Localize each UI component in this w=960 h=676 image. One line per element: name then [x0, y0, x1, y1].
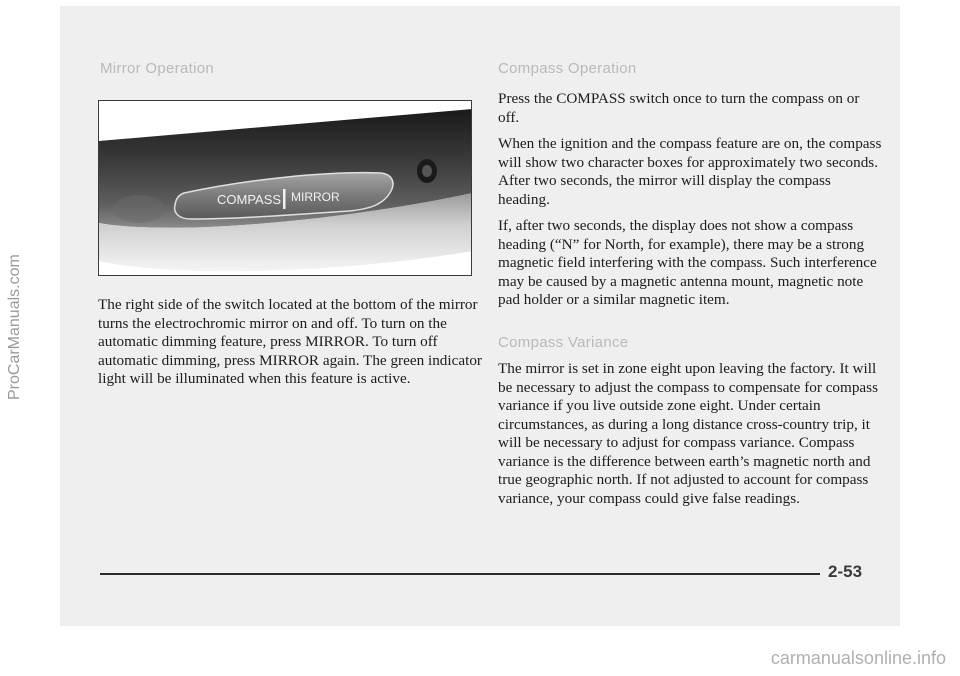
compass-variance-heading: Compass Variance	[498, 334, 629, 351]
mirror-operation-heading: Mirror Operation	[100, 60, 214, 77]
compass-paragraph-3: If, after two seconds, the display does not show a compass heading (“N” for North, for example), there may be a strong magnetic field interfering with the compass. Such interference may be caused by a magnetic antenna mount, magnetic note pad holder or a similar magnetic item.	[498, 217, 877, 308]
switch-divider	[283, 189, 286, 209]
compass-operation-heading: Compass Operation	[498, 60, 637, 77]
bottom-watermark: carmanualsonline.info	[770, 648, 946, 668]
side-watermark: ProCarManuals.com	[6, 254, 23, 400]
switch-label-compass: COMPASS	[217, 192, 282, 207]
compass-variance-text: The mirror is set in zone eight upon leaving the factory. It will be necessary to adjust the compass to compensate for compass variance if you live outside zone eight. Under certain circumstances, as during a long distance cross-country trip, it will be necessary to adjust for compass variance. Compass variance is the difference between earth’s magnetic north and true geographic north. If not adjusted to account for compass variance, your compass could give false readings.	[498, 360, 878, 507]
mirror-illustration	[99, 101, 472, 276]
footer-rule	[100, 573, 820, 575]
page-number: 2-53	[828, 562, 863, 581]
mirror-photo	[98, 100, 472, 276]
compass-paragraph-2: When the ignition and the compass feature are on, the compass will show two character boxes for approximately two seconds. After two seconds, the mirror will display the compass heading.	[498, 135, 882, 208]
compass-paragraph-1: Press the COMPASS switch once to turn the compass on or off.	[498, 90, 860, 126]
mirror-operation-text: The right side of the switch located at the bottom of the mirror turns the electrochromic mirror on and off. To turn on the automatic dimming feature, press MIRROR. To turn off automatic dimming, press MIRROR again. The green indicator light will be illuminated when this feature is active.	[98, 296, 482, 387]
switch-label-mirror: MIRROR	[291, 190, 340, 204]
